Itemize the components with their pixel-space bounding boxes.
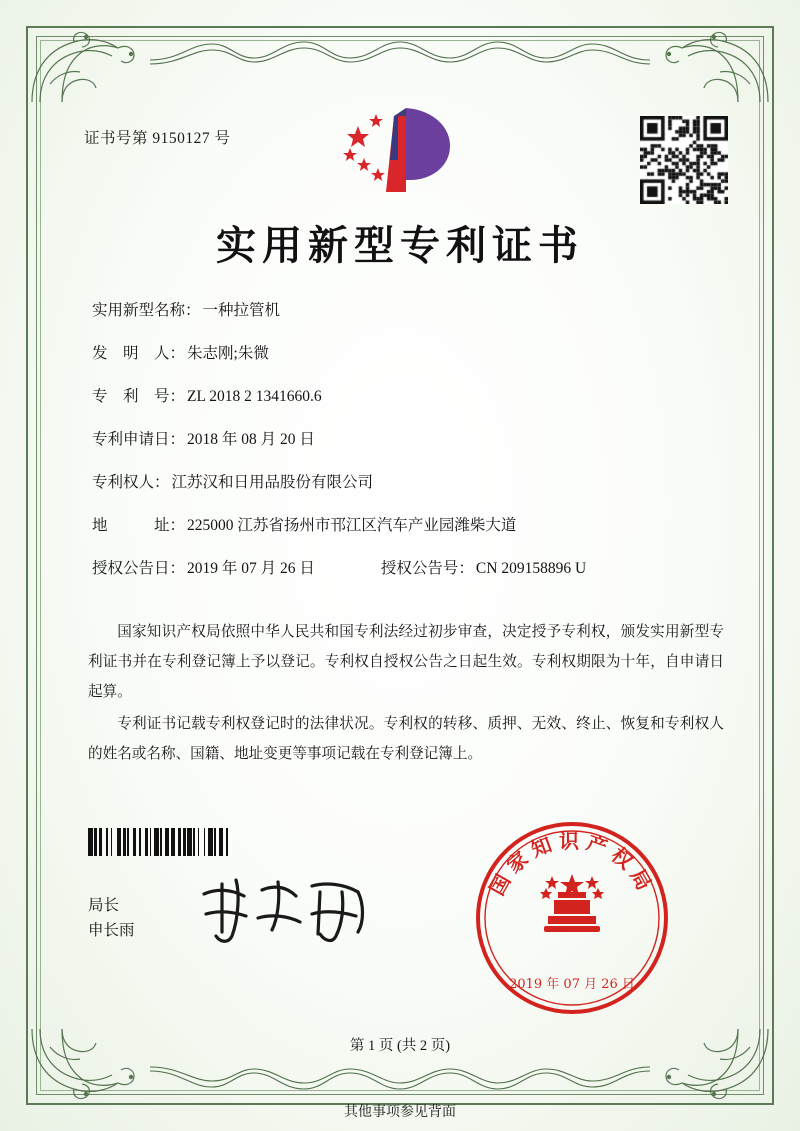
field-label: 地 址： bbox=[92, 517, 186, 534]
field-patent-number bbox=[92, 384, 728, 406]
field-value: 一种拉管机 bbox=[202, 302, 281, 319]
paragraph: 国家知识产权局依照中华人民共和国专利法经过初步审查，决定授予专利权，颁发实用新型专利证书并在专利登记簿上予以登记。专利权自授权公告之日起生效。专利权期限为十年，自申请日起算。 bbox=[88, 624, 724, 700]
certificate-number: 证书号第 9150127 号 bbox=[84, 130, 231, 147]
field-label: 专利权人： bbox=[92, 474, 170, 491]
field-label-secondary: 授权公告号： bbox=[380, 560, 474, 577]
handwritten-signature bbox=[192, 870, 382, 950]
seal-date: 2019 年 07 月 26 日 bbox=[509, 977, 635, 992]
field-label: 授权公告日： bbox=[92, 560, 186, 577]
field-inventor bbox=[92, 341, 728, 363]
field-label: 专 利 号： bbox=[92, 388, 186, 405]
field-value: 2019 年 07 月 26 日 bbox=[187, 560, 315, 577]
field-value-secondary: CN 209158896 U bbox=[475, 560, 587, 577]
field-value: 朱志刚;朱微 bbox=[187, 345, 269, 362]
field-label: 发 明 人： bbox=[92, 345, 186, 362]
signature-block bbox=[88, 894, 135, 944]
cnipa-logo bbox=[320, 100, 480, 196]
field-value: 2018 年 08 月 20 日 bbox=[187, 431, 315, 448]
field-label: 专利申请日： bbox=[92, 431, 186, 448]
footer-note: 其他事项参见背面 bbox=[344, 1105, 456, 1120]
field-grant-announcement bbox=[92, 556, 728, 578]
field-list bbox=[92, 298, 728, 599]
official-seal bbox=[472, 818, 672, 1018]
qr-code bbox=[640, 116, 728, 204]
signature-role-label: 局长 bbox=[88, 897, 120, 914]
barcode-bar bbox=[228, 828, 233, 856]
field-patentee bbox=[92, 470, 728, 492]
field-application-date bbox=[92, 427, 728, 449]
field-address bbox=[92, 513, 728, 535]
field-value: 225000 江苏省扬州市邗江区汽车产业园潍柴大道 bbox=[187, 517, 517, 534]
page-number: 第 1 页 (共 2 页) bbox=[349, 1038, 451, 1054]
signature-name: 申长雨 bbox=[88, 921, 135, 939]
page-title: 实用新型专利证书 bbox=[216, 222, 584, 269]
field-label: 实用新型名称： bbox=[92, 302, 201, 319]
barcode bbox=[88, 828, 288, 856]
paragraph: 专利证书记载专利权登记时的法律状况。专利权的转移、质押、无效、终止、恢复和专利权人的姓名或名称、国籍、地址变更等事项记载在专利登记簿上。 bbox=[88, 715, 724, 762]
seal-top-text: 国家知识产权局 bbox=[484, 829, 660, 900]
field-utility-model-name bbox=[92, 298, 728, 320]
field-value: 江苏汉和日用品股份有限公司 bbox=[171, 474, 374, 491]
field-value: ZL 2018 2 1341660.6 bbox=[187, 388, 322, 405]
legal-text bbox=[88, 618, 724, 772]
